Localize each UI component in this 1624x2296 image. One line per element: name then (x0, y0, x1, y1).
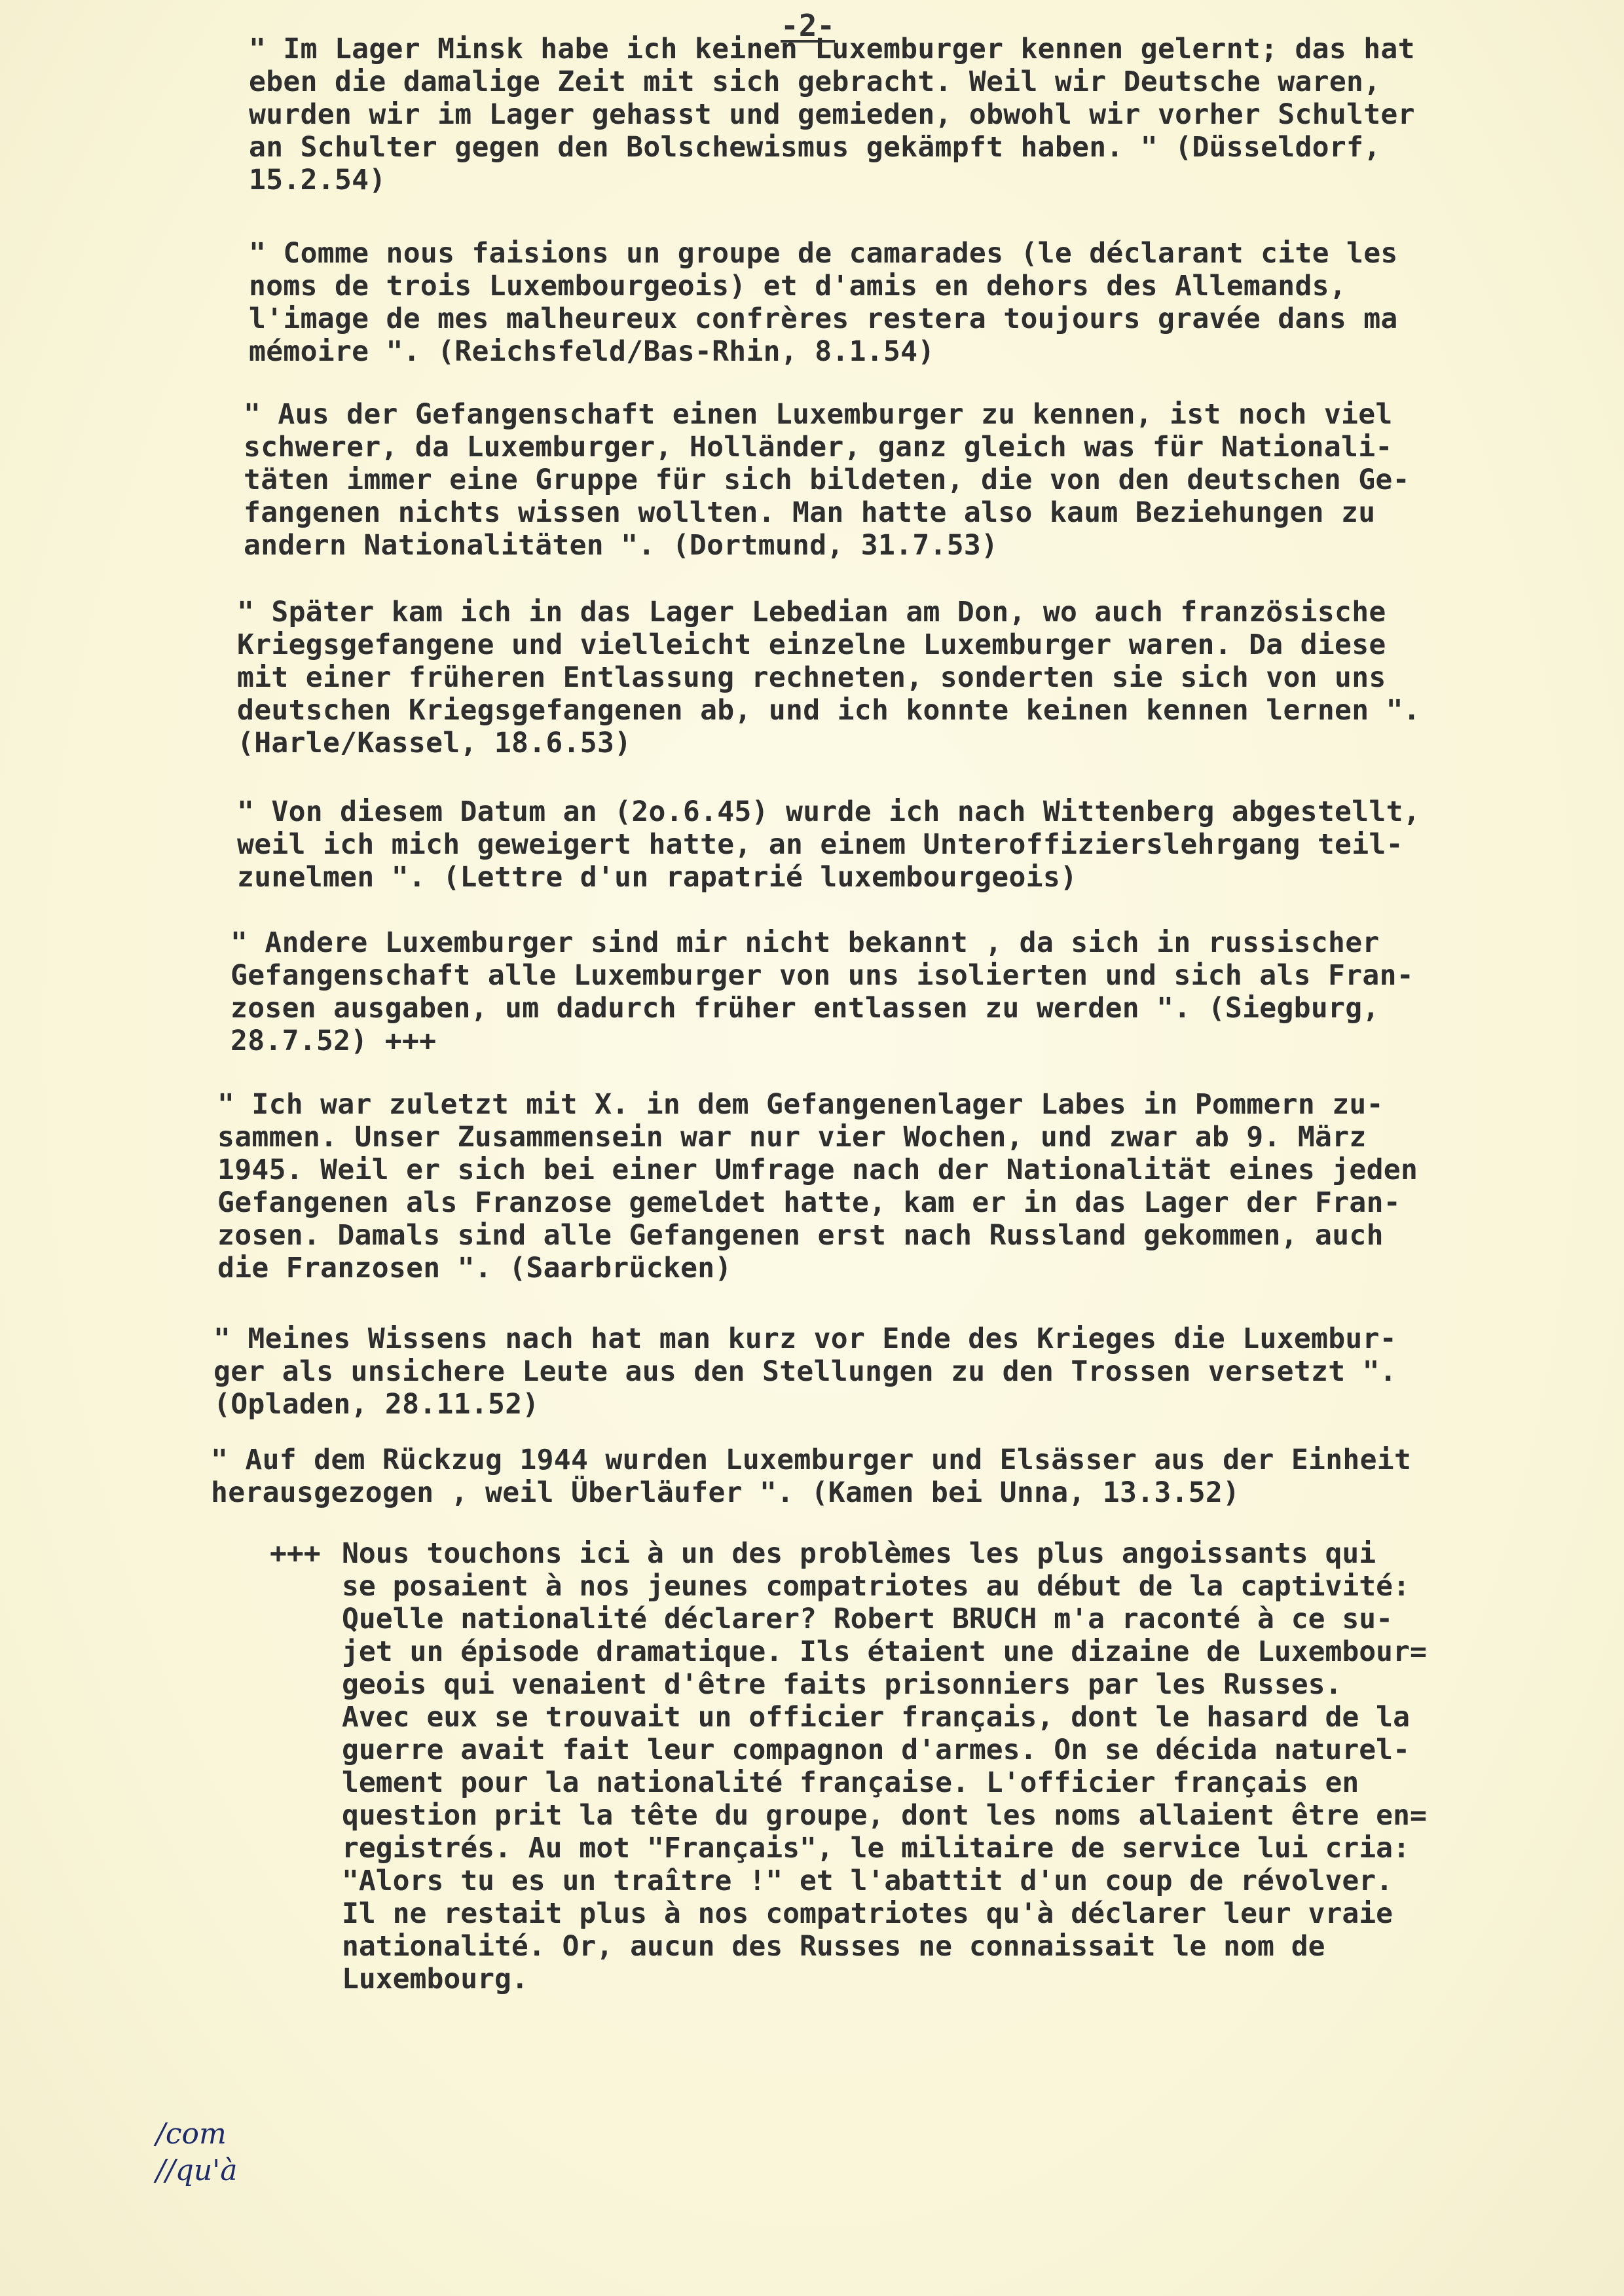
text-line: l'image de mes malheureux confrères restera toujours gravée dans ma (249, 302, 1398, 335)
text-line: (Harle/Kassel, 18.6.53) (237, 727, 632, 759)
quote-harle-kassel (237, 596, 1420, 759)
text-line: weil ich mich geweigert hatte, an einem Unteroffizierslehrgang teil- (237, 828, 1403, 861)
text-line: "Alors tu es un traître !" et l'abattit d'un coup de révolver. (342, 1865, 1393, 1897)
text-line: täten immer eine Gruppe für sich bildeten, die von den deutschen Ge- (244, 464, 1410, 496)
text-line: Kriegsgefangene und vielleicht einzelne Luxemburger waren. Da diese (237, 629, 1386, 661)
text-line: guerre avait fait leur compagnon d'armes. On se décida naturel- (342, 1734, 1410, 1766)
text-line: Avec eux se trouvait un officier français, dont le hasard de la (342, 1701, 1410, 1734)
text-line: Il ne restait plus à nos compatriotes qu'à déclarer leur vraie (342, 1897, 1393, 1930)
text-line: zosen. Damals sind alle Gefangenen erst nach Russland gekommen, auch (217, 1219, 1384, 1252)
text-line: Gefangenschaft alle Luxemburger von uns isolierten und sich als Fran- (231, 959, 1414, 992)
text-line: registrés. Au mot "Français", le militaire de service lui cria: (342, 1832, 1410, 1865)
footnote-body (342, 1537, 1427, 1995)
text-line: mit einer früheren Entlassung rechneten, sonderten sie sich von uns (237, 661, 1386, 694)
footnote-marker: +++ (270, 1537, 321, 1570)
text-line: " Von diesem Datum an (2o.6.45) wurde ich nach Wittenberg abgestellt, (237, 795, 1420, 828)
text-line: lement pour la nationalité française. L'officier français en (342, 1766, 1359, 1799)
text-line: Gefangenen als Franzose gemeldet hatte, kam er in das Lager der Fran- (217, 1186, 1401, 1219)
text-line: deutschen Kriegsgefangenen ab, und ich konnte keinen kennen lernen ". (237, 694, 1420, 727)
text-line: " Andere Luxemburger sind mir nicht bekannt , da sich in russischer (231, 926, 1380, 959)
text-line: 15.2.54) (249, 164, 386, 196)
text-line: " Meines Wissens nach hat man kurz vor Ende des Krieges die Luxembur- (213, 1322, 1397, 1355)
text-line: Nous touchons ici à un des problèmes les plus angoissants qui (342, 1537, 1376, 1570)
quote-dortmund (244, 398, 1410, 562)
text-line: (Opladen, 28.11.52) (213, 1388, 540, 1421)
text-line: wurden wir im Lager gehasst und gemieden, obwohl wir vorher Schulter (249, 98, 1415, 131)
text-line: 1945. Weil er sich bei einer Umfrage nach der Nationalität eines jeden (217, 1154, 1418, 1186)
text-line: question prit la tête du groupe, dont les noms allaient être en= (342, 1799, 1427, 1832)
quote-reichsfeld (249, 237, 1398, 368)
text-line: herausgezogen , weil Überläufer ". (Kamen bei Unna, 13.3.52) (211, 1476, 1240, 1509)
text-line: Quelle nationalité déclarer? Robert BRUCH m'a raconté à ce su- (342, 1603, 1393, 1635)
text-line: eben die damalige Zeit mit sich gebracht. Weil wir Deutsche waren, (249, 65, 1381, 98)
margin-note-line: //qu'à (156, 2154, 238, 2187)
text-line: zosen ausgaben, um dadurch früher entlassen zu werden ". (Siegburg, (231, 992, 1380, 1025)
text-line: zunelmen ". (Lettre d'un rapatrié luxembourgeois) (237, 861, 1078, 894)
text-line: geois qui venaient d'être faits prisonniers par les Russes. (342, 1668, 1342, 1701)
text-line: " Später kam ich in das Lager Lebedian am Don, wo auch französische (237, 596, 1386, 629)
text-line: mémoire ". (Reichsfeld/Bas-Rhin, 8.1.54) (249, 335, 935, 368)
text-line: schwerer, da Luxemburger, Holländer, ganz gleich was für Nationali- (244, 431, 1393, 464)
quote-opladen (213, 1322, 1397, 1421)
quote-kamen (211, 1444, 1411, 1509)
text-line: die Franzosen ". (Saarbrücken) (217, 1252, 732, 1285)
page-number: -2- (781, 8, 836, 43)
quote-saarbrucken (217, 1088, 1418, 1285)
text-line: " Comme nous faisions un groupe de camarades (le déclarant cite les (249, 237, 1398, 270)
text-line: fangenen nichts wissen wollten. Man hatte also kaum Beziehungen zu (244, 496, 1376, 529)
text-line: Luxembourg. (342, 1963, 528, 1995)
quote-dusseldorf (249, 33, 1415, 196)
text-line: se posaient à nos jeunes compatriotes au début de la captivité: (342, 1570, 1410, 1603)
text-line: 28.7.52) +++ (231, 1025, 437, 1057)
text-line: " Ich war zuletzt mit X. in dem Gefangenenlager Labes in Pommern zu- (217, 1088, 1384, 1121)
handwritten-margin-note (156, 2116, 237, 2189)
text-line: " Auf dem Rückzug 1944 wurden Luxemburger und Elsässer aus der Einheit (211, 1444, 1412, 1476)
quote-wittenberg (237, 795, 1420, 894)
text-line: jet un épisode dramatique. Ils étaient une dizaine de Luxembour= (342, 1635, 1427, 1668)
text-line: nationalité. Or, aucun des Russes ne connaissait le nom de (342, 1930, 1325, 1963)
quote-siegburg (231, 926, 1414, 1057)
margin-note-line: /com (156, 2117, 227, 2151)
text-line: noms de trois Luxembourgeois) et d'amis en dehors des Allemands, (249, 270, 1347, 302)
text-line: " Aus der Gefangenschaft einen Luxemburger zu kennen, ist noch viel (244, 398, 1393, 431)
text-line: an Schulter gegen den Bolschewismus gekämpft haben. " (Düsseldorf, (249, 131, 1381, 164)
text-line: ger als unsichere Leute aus den Stellungen zu den Trossen versetzt ". (213, 1355, 1397, 1388)
text-line: " Im Lager Minsk habe ich keinen Luxemburger kennen gelernt; das hat (249, 33, 1415, 65)
text-line: sammen. Unser Zusammensein war nur vier Wochen, und zwar ab 9. März (217, 1121, 1367, 1154)
text-line: andern Nationalitäten ". (Dortmund, 31.7.53) (244, 529, 999, 562)
